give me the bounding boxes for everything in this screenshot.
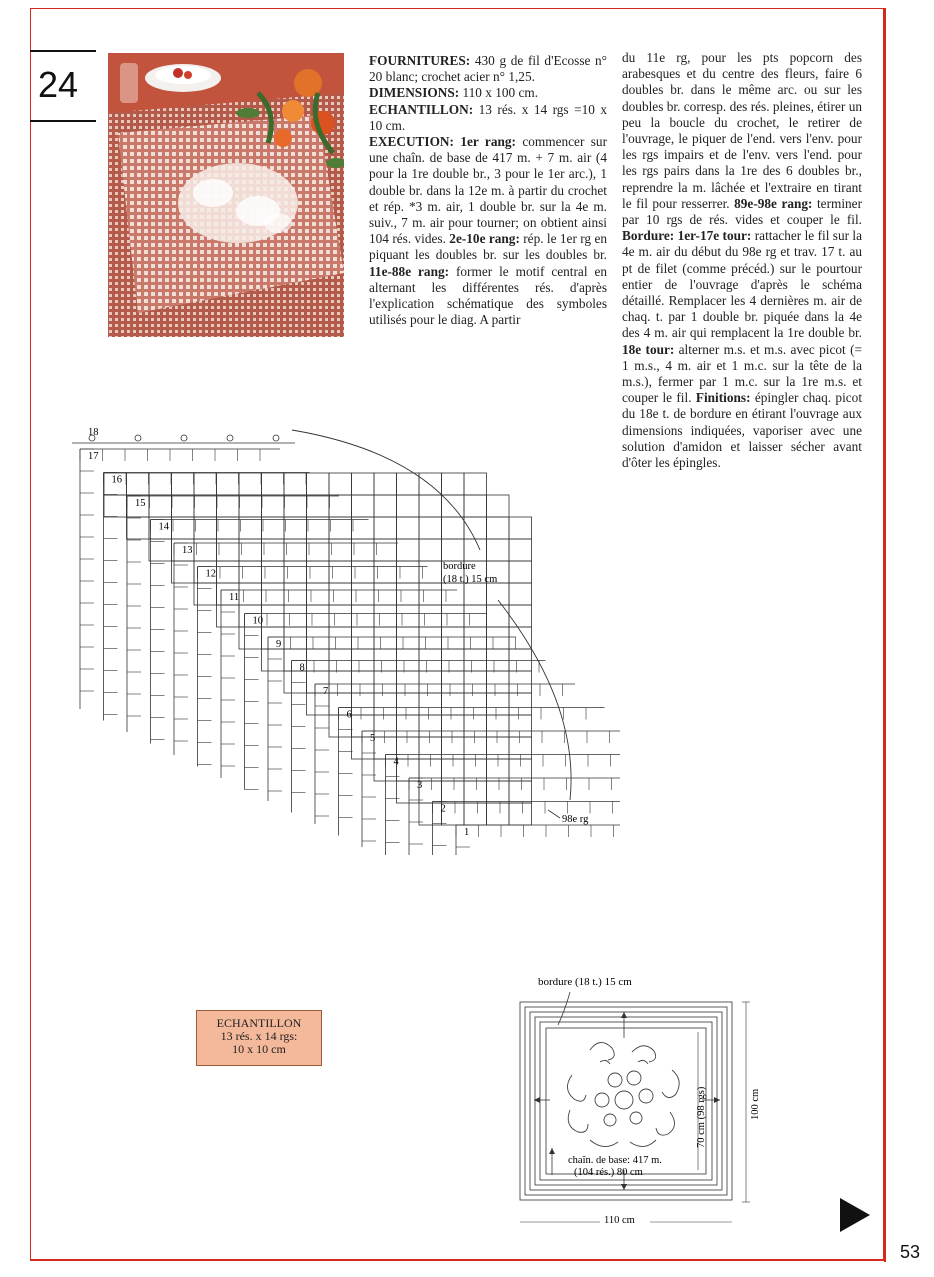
col2-intro-text: du 11e rg, pour les pts popcorn des arabesques et du centre des fleurs, faire 6 doubles br. dans le même arc. ou sur les doubles br. corresp. des rés. pleines, étirer un peu la boucle du crochet, le retirer de l'ouvrage, le piquer de l'end. vers l'env. pour les rgs impairs et de l'env. vers l'end. pour les rgs pairs dans la 1re des 6 doubles br., reprendre la m. lâchée et l'extraire en tirant le fil pour resserrer. [622, 50, 862, 211]
dimension-schema-svg [510, 970, 780, 1230]
rang2-text: rép. le 1er rg en piquant les doubles br. sur les doubles br. [369, 231, 607, 263]
execution-paragraph [369, 134, 607, 328]
pattern-number: 24 [38, 64, 79, 105]
rang89-text: terminer par 10 rgs de rés. vides et couper le fil. [622, 195, 863, 228]
echantillon-label: ECHANTILLON: [369, 101, 474, 117]
schema-right-outer-label: 100 cm [750, 1088, 761, 1120]
row-number-2: 2 [440, 803, 446, 815]
schema-base-line1: chaîn. de base: 417 m. [568, 1155, 662, 1166]
page-number: 53 [900, 1242, 921, 1262]
row-number-4: 4 [393, 756, 399, 768]
row-number-13: 13 [182, 545, 193, 556]
bordure-text: rattacher le fil sur la 4e m. air du début du 98e rg et trav. 17 t. au pt de filet (comme précéd.) sur le pourtour entier de l'ouvrage d'après le schéma détaillé. Remplacer les 4 dernières m. air de chaq. t. par 1 double br. piquée dans la 4e des 4 m. air qui remplacent la 1re double br. [622, 228, 862, 341]
tour18-text: alterner m.s. et m.s. avec picot (= 1 m.s., 4 m. air et 1 m.c. sur la tête de la m.s.), fermer par 1 m.c. sur la 1re m.s. et couper le fil. [622, 341, 862, 406]
schema-top-label: bordure (18 t.) 15 cm [538, 976, 632, 988]
border-stitch-diagram-svg [60, 425, 620, 855]
dimensions-label: DIMENSIONS: [369, 85, 460, 101]
execution-label: EXECUTION: 1er rang: [369, 134, 516, 150]
echantillon-box-line2: 10 x 10 cm [232, 1042, 286, 1056]
rang11-label: 11e-88e rang: [369, 263, 450, 279]
next-page-arrow-icon [840, 1198, 870, 1232]
tablecloth-photo [108, 53, 344, 337]
row-number-18: 18 [88, 427, 99, 438]
row-number-9: 9 [276, 639, 282, 650]
row-number-6: 6 [346, 709, 352, 721]
bordure-diagram-label-2: (18 t.) 15 cm [443, 574, 498, 585]
bordure-label: Bordure: 1er-17e tour: [622, 228, 752, 244]
tour18-label: 18e tour: [622, 341, 675, 357]
echantillon-box-line1: 13 rés. x 14 rgs: [220, 1029, 298, 1043]
dimension-schema [510, 970, 780, 1230]
instructions-column-2 [622, 50, 862, 471]
dimensions-text: 110 x 100 cm. [462, 85, 539, 101]
bordure-diagram-label-1: bordure [443, 561, 476, 572]
fournitures-paragraph [369, 53, 607, 85]
border-stitch-diagram [60, 425, 620, 855]
last-row-label: 98e rg [562, 814, 589, 825]
schema-motif [567, 1042, 679, 1146]
row-number-10: 10 [252, 615, 263, 627]
row-number-3: 3 [417, 780, 423, 791]
rang11-text: former le motif central en alternant les différentes rés. d'après l'explication schématique des symboles utilisés pour le diag. A partir [369, 263, 607, 328]
schema-right-inner-label: 70 cm (98 rgs) [696, 1086, 707, 1148]
rang89-label: 89e-98e rang: [734, 195, 813, 211]
continuation-paragraph [622, 50, 862, 471]
row-number-16: 16 [111, 474, 122, 486]
schema-bottom-label: 110 cm [604, 1215, 635, 1226]
instructions-column-1 [369, 53, 607, 328]
dimensions-paragraph [369, 85, 607, 101]
fournitures-label: FOURNITURES: [369, 53, 471, 68]
row-number-1: 1 [464, 827, 470, 838]
execution-text: commencer sur une chaîn. de base de 417 m. + 7 m. air (4 pour la 1re double br., 3 pour le 1er arc.), 1 double br. dans la 12e m. à partir du crochet et rép. *3 m. air, 1 double br. sur la 4e m. suiv., 7 m. air pour tourner; on obtient ainsi 104 rés. vides. [369, 134, 608, 247]
row-number-17: 17 [88, 451, 99, 462]
echantillon-box [196, 1010, 322, 1066]
row-number-11: 11 [229, 592, 240, 603]
tablecloth-photo-image [108, 53, 344, 337]
page-edge-bar [884, 8, 886, 1262]
rang2-label: 2e-10e rang: [449, 231, 520, 247]
row-number-15: 15 [135, 498, 146, 509]
finitions-label: Finitions: [695, 390, 751, 406]
echantillon-paragraph [369, 102, 607, 134]
row-number-8: 8 [299, 662, 305, 674]
echantillon-text: 13 rés. x 14 rgs =10 x 10 cm. [369, 101, 607, 133]
row-number-12: 12 [205, 568, 216, 580]
echantillon-box-title: ECHANTILLON [216, 1016, 302, 1030]
row-number-5: 5 [370, 733, 376, 744]
row-number-14: 14 [158, 521, 169, 533]
row-number-7: 7 [323, 686, 329, 697]
fournitures-text: 430 g de fil d'Ecosse n° 20 blanc; crochet acier n° 1,25. [369, 53, 608, 85]
schema-base-line2: (104 rés.) 80 cm [574, 1167, 643, 1178]
finitions-text: épingler chaq. picot du 18e t. de bordure en étirant l'ouvrage aux dimensions indiquées, vaporiser avec une solution d'amidon et laisser sécher avant d'ôter les épingles. [622, 390, 863, 471]
